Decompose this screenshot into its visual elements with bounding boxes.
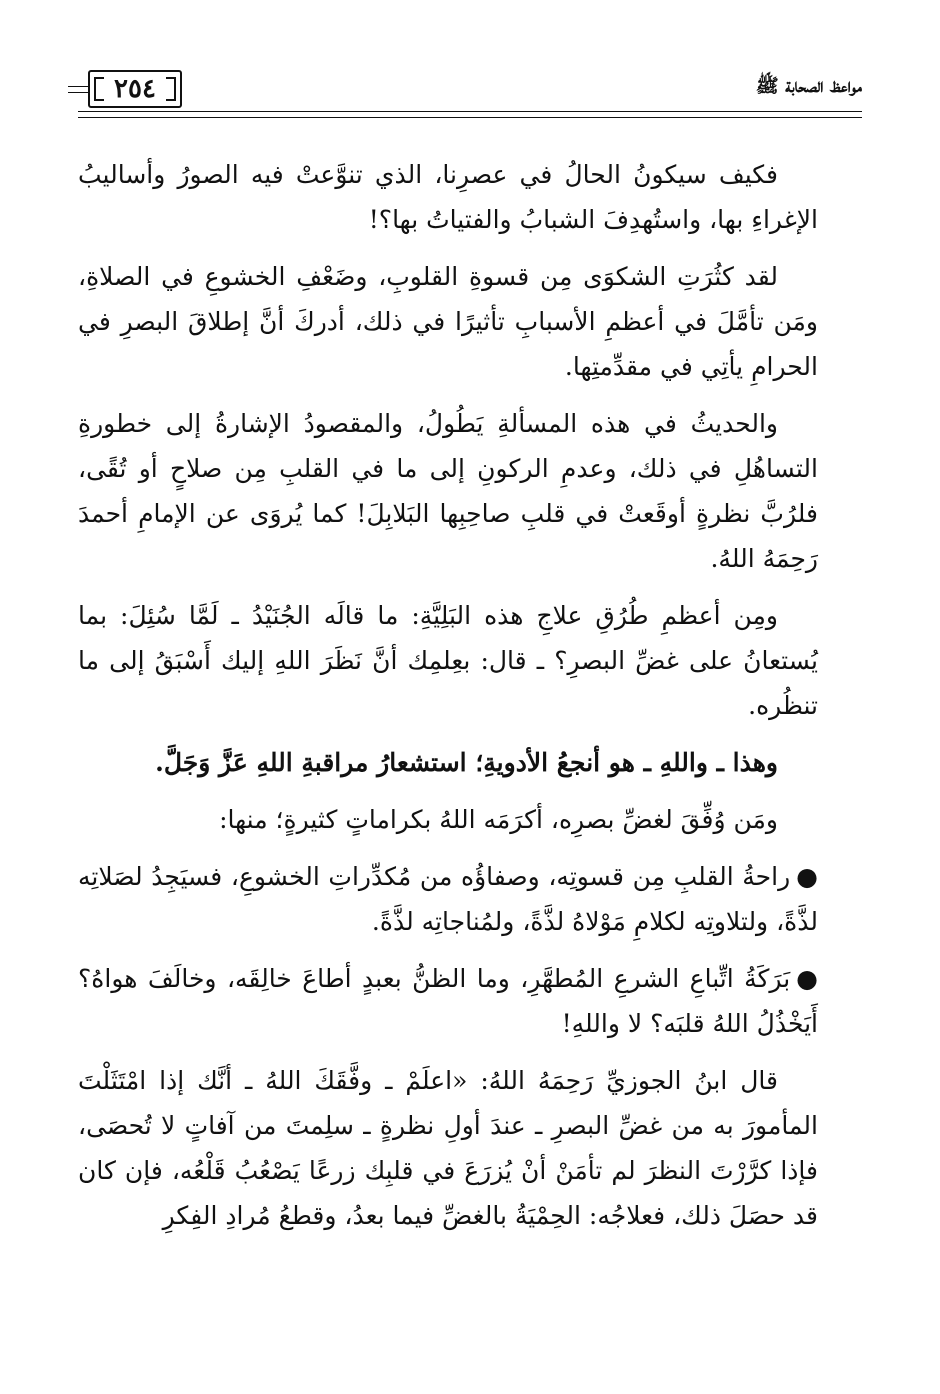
bullet-item <box>78 956 818 1046</box>
bullet-icon: ● <box>796 964 818 993</box>
bullet-icon: ● <box>796 862 818 891</box>
bullet-item <box>78 854 818 944</box>
page-body <box>78 152 818 1250</box>
paragraph: فكيف سيكونُ الحالُ في عصرِنا، الذي تنوَّعتْ فيه الصورُ وأساليبُ الإغراءِ بها، واستُهدِفَ الشبابُ والفتياتُ بها؟! <box>78 160 818 234</box>
quote-paragraph: قال ابنُ الجوزيِّ رَحِمَهُ اللهُ: «اعلَمْ ـ وفَّقَكَ اللهُ ـ أنَّك إذا امْتَثَلْتَ المأمورَ به من غضِّ البصرِ ـ عندَ أولِ نظرةٍ ـ سلِمتَ من آفاتٍ لا تُحصَى، فإذا كرَّرْتَ النظرَ لم تأمَنْ أنْ يُزرَعَ في قلبِك زرعًا يَصْعُبُ قَلْعُه، فإن كان قد حصَلَ ذلك، فعلاجُه: الحِمْيَةُ بالغضِّ فيما بعدُ، وقطعُ مُرادِ الفِكرِ <box>78 1066 818 1230</box>
header-ornament-line <box>68 86 90 87</box>
bullet-text: بَرَكَةُ اتِّباعِ الشرعِ المُطهَّرِ، وما الظنُّ بعبدٍ أطاعَ خالِقَه، وخالَفَ هواهُ؟ أَيَخْذُلُ اللهُ قلبَه؟ لا واللهِ! <box>78 964 818 1038</box>
paragraph: ومَن وُفِّقَ لغضِّ بصرِه، أكرَمَه اللهُ بكراماتٍ كثيرةٍ؛ منها: <box>219 805 778 834</box>
paragraph: لقد كثُرَتِ الشكوَى مِن قسوةِ القلوبِ، وضَعْفِ الخشوعِ في الصلاةِ، ومَن تأمَّلَ في أعظمِ الأسبابِ تأثيرًا في ذلك، أدركَ أنَّ إطلاقَ البصرِ في الحرامِ يأتِي في مقدِّمتِها. <box>78 262 818 381</box>
page-header <box>78 66 862 130</box>
emphasis-paragraph: وهذا ـ واللهِ ـ هو أنجعُ الأدويةِ؛ استشعارُ مراقبةِ اللهِ عَزَّ وَجَلَّ. <box>155 748 778 777</box>
header-ornament-line <box>68 92 90 93</box>
paragraph: والحديثُ في هذه المسألةِ يَطُولُ، والمقصودُ الإشارةُ إلى خطورةِ التساهُلِ في ذلك، وعدمِ الركونِ إلى ما في القلبِ مِن صلاحٍ أو تُقًى، فلرُبَّ نظرةٍ أوقَعتْ في قلبِ صاحِبِها البَلابِلَ! كما يُروَى عن الإمامِ أحمدَ رَحِمَهُ اللهُ. <box>78 409 818 573</box>
running-title: مواعظ الصحابة ﷺ <box>755 75 862 97</box>
page-number: ٢٥٤ <box>88 70 182 108</box>
paragraph: ومِن أعظمِ طُرُقِ علاجِ هذه البَلِيَّةِ: ما قالَه الجُنَيْدُ ـ لَمَّا سُئِلَ: بما يُستعانُ على غضِّ البصرِ؟ ـ قال: بعِلمِك أنَّ نَظَرَ اللهِ إليك أَسْبَقُ إلى ما تنظُره. <box>78 601 818 720</box>
bullet-text: راحةُ القلبِ مِن قسوتِه، وصفاؤُه من مُكدِّراتِ الخشوعِ، فسيَجِدُ لصَلاتِه لذَّةً، ولتلاوتِه لكلامِ مَوْلاهُ لذَّةً، ولمُناجاتِه لذَّةً. <box>78 862 818 936</box>
header-rule-bottom <box>78 117 862 118</box>
header-rule-top <box>78 111 862 112</box>
